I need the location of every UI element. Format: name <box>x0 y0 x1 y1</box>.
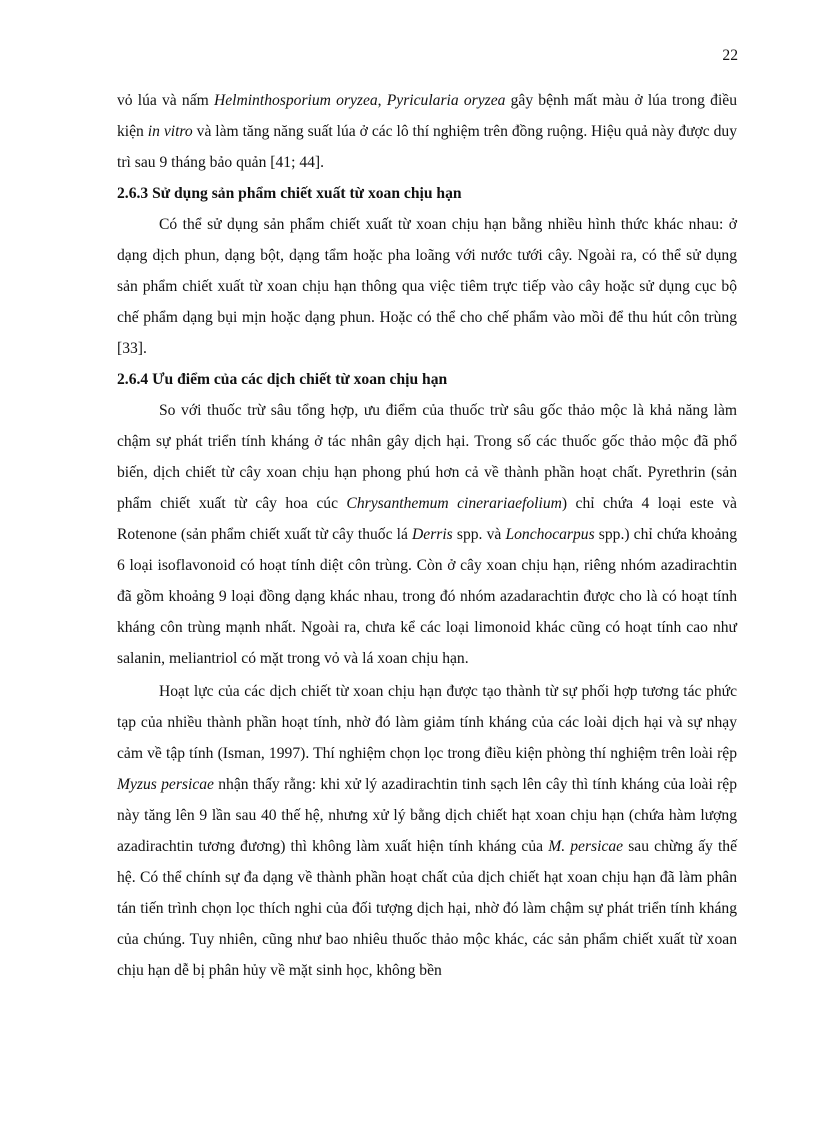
species-name: Chrysanthemum cinerariaefolium <box>346 495 562 512</box>
text-run: Hoạt lực của các dịch chiết từ xoan chịu hạn được tạo thành từ sự phối hợp tương tác phức tạp của nhiều thành phần hoạt tính, nhờ đó làm giảm tính kháng của các loài dịch hại và sự nhạy cảm về tập tính (Isman, 1997). Thí nghiệm chọn lọc trong điều kiện phòng thí nghiệm trên loài rệp <box>117 683 737 762</box>
heading-2-6-3: 2.6.3 Sử dụng sản phẩm chiết xuất từ xoan chịu hạn <box>117 185 462 202</box>
text-run: ) chỉ chứa 4 loại este và Rotenone (sản phẩm chiết xuất từ cây thuốc lá <box>117 495 737 543</box>
latin-term: in vitro <box>147 123 193 140</box>
paragraph-usage: Có thể sử dụng sản phẩm chiết xuất từ xoan chịu hạn bằng nhiều hình thức khác nhau: ở dạng dịch phun, dạng bột, dạng tẩm hoặc pha loãng với nước tưới cây. Ngoài ra, có thể sử dụng sản phẩm chiết xuất từ xoan chịu hạn thông qua việc tiêm trực tiếp vào cây hoặc sử dụng cục bộ chế phẩm dạng bụi mịn hoặc dạng phun. Hoặc có thể cho chế phẩm vào mồi để thu hút côn trùng [33]. <box>117 216 737 357</box>
species-name: Lonchocarpus <box>505 526 595 543</box>
text-run: spp.) chỉ chứa khoảng 6 loại isoflavonoid có hoạt tính diệt côn trùng. Còn ở cây xoan chịu hạn, riêng nhóm azadirachtin đã gồm khoảng 9 loại đồng dạng khác nhau, trong đó nhóm azadarachtin được cho là có hoạt tính kháng côn trùng mạnh nhất. Ngoài ra, chưa kể các loại limonoid khác cũng có hoạt tính cao như salanin, meliantriol có mặt trong vỏ và lá xoan chịu hạn. <box>117 526 737 667</box>
heading-2-6-4: 2.6.4 Ưu điểm của các dịch chiết từ xoan chịu hạn <box>117 371 448 388</box>
species-name: Pyricularia oryzea <box>386 92 506 109</box>
species-name: Helminthosporium oryzea <box>213 92 378 109</box>
text-run: sau chừng ấy thế hệ. Có thể chính sự đa dạng về thành phần hoạt chất của dịch chiết hạt xoan chịu hạn đã làm phân tán tiến trình chọn lọc thích nghi của đối tượng dịch hại, nhờ đó làm chậm sự phát triển tính kháng của chúng. Tuy nhiên, cũng như bao nhiêu thuốc thảo mộc khác, các sản phẩm chiết xuất từ xoan chịu hạn dễ bị phân hủy về mặt sinh học, không bền <box>117 838 737 979</box>
text-run: gây bệnh mất màu ở lúa trong điều kiện <box>117 92 738 140</box>
species-name: Derris <box>412 526 453 543</box>
text-run: vỏ lúa và nấm <box>117 92 214 109</box>
species-name: Myzus persicae <box>117 776 214 793</box>
text-run: và làm tăng năng suất lúa ở các lô thí nghiệm trên đồng ruộng. Hiệu quả này được duy trì sau 9 tháng bảo quản [41; 44]. <box>117 123 738 171</box>
paragraph-intro <box>117 85 737 178</box>
paragraph-efficacy <box>117 676 737 986</box>
species-name: M. persicae <box>548 838 624 855</box>
text-run: So với thuốc trừ sâu tổng hợp, ưu điểm của thuốc trừ sâu gốc thảo mộc là khả năng làm chậm sự phát triển tính kháng ở tác nhân gây dịch hại. Trong số các thuốc gốc thảo mộc đã phổ biến, dịch chiết từ cây xoan chịu hạn phong phú hơn cả về thành phần hoạt chất. Pyrethrin (sản phẩm chiết xuất từ cây hoa cúc <box>117 402 737 512</box>
text-run: spp. và <box>452 526 506 543</box>
page-number: 22 <box>722 47 738 64</box>
page-content <box>117 85 737 986</box>
text-run: , <box>377 92 387 109</box>
paragraph-advantages <box>117 395 737 674</box>
text-run: nhận thấy rằng: khi xử lý azadirachtin tinh sạch lên cây thì tính kháng của loài rệp này tăng lên 9 lần sau 40 thế hệ, nhưng xử lý bằng dịch chiết hạt xoan chịu hạn (chứa hàm lượng azadirachtin tương đương) thì không làm xuất hiện tính kháng của <box>117 776 737 855</box>
